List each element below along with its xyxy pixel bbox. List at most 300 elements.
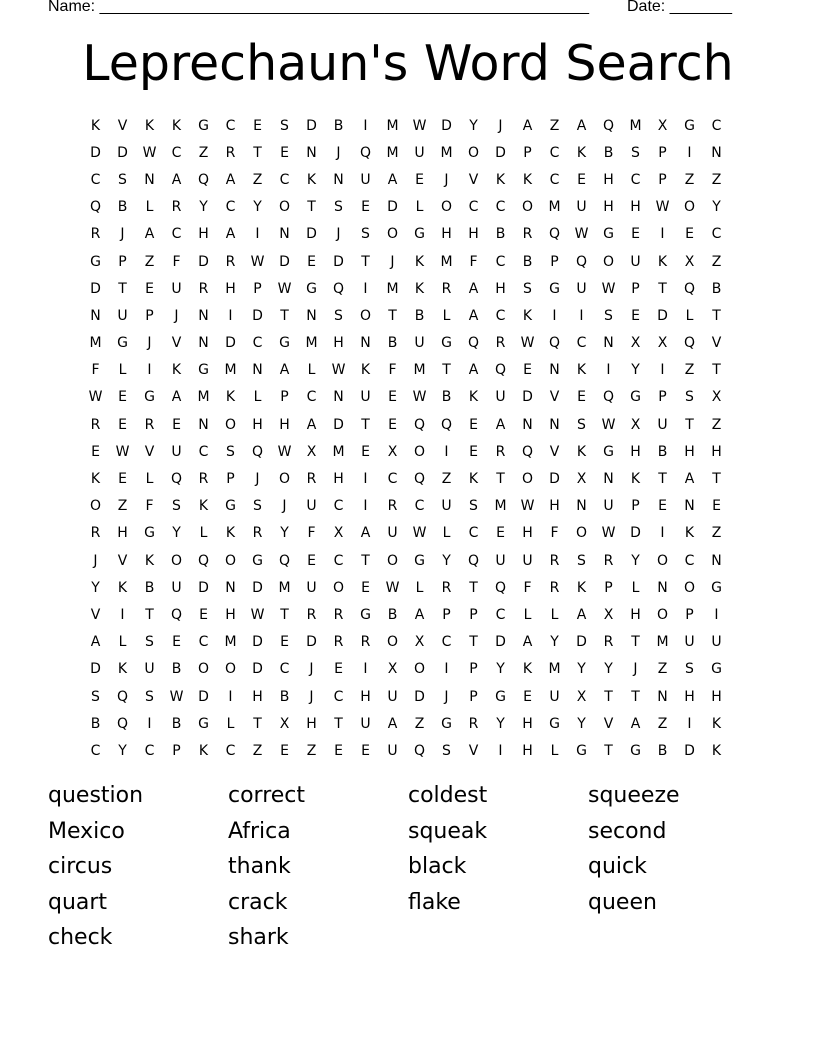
grid-cell: I xyxy=(363,471,368,488)
grid-cell: W xyxy=(115,443,130,460)
grid-cell: P xyxy=(523,144,532,161)
grid-cell: G xyxy=(198,362,209,379)
grid-cell: T xyxy=(712,471,721,488)
grid-cell: X xyxy=(387,661,398,678)
grid-cell: G xyxy=(684,117,695,134)
grid-cell: W xyxy=(88,389,103,406)
grid-cell: R xyxy=(549,552,560,569)
grid-cell: D xyxy=(198,688,209,705)
grid-cell: Q xyxy=(602,117,615,134)
grid-cell: T xyxy=(361,253,370,270)
grid-cell: D xyxy=(252,661,263,678)
grid-cell: U xyxy=(360,171,371,188)
word-list-item: Mexico xyxy=(48,818,125,844)
grid-cell: E xyxy=(631,307,640,324)
grid-cell: D xyxy=(279,253,290,270)
grid-cell: U xyxy=(576,199,587,216)
grid-cell: I xyxy=(255,226,260,243)
grid-cell: U xyxy=(387,688,398,705)
grid-cell: H xyxy=(360,688,371,705)
grid-cell: K xyxy=(468,471,479,488)
grid-cell: G xyxy=(144,389,155,406)
grid-cell: S xyxy=(685,389,694,406)
grid-cell: U xyxy=(360,715,371,732)
grid-cell: A xyxy=(630,715,641,732)
grid-cell: E xyxy=(253,117,262,134)
grid-cell: Q xyxy=(170,606,183,623)
grid-cell: O xyxy=(602,253,615,270)
grid-cell: M xyxy=(386,144,399,161)
grid-cell: H xyxy=(630,606,641,623)
grid-cell: B xyxy=(495,226,506,243)
grid-cell: J xyxy=(336,226,341,243)
grid-cell: U xyxy=(387,525,398,542)
grid-cell: D xyxy=(333,416,344,433)
grid-cell: R xyxy=(198,471,209,488)
grid-cell: Y xyxy=(199,199,208,216)
grid-cell: R xyxy=(603,634,614,651)
word-list-item: black xyxy=(408,854,467,880)
grid-cell: K xyxy=(522,171,533,188)
grid-cell: I xyxy=(606,362,611,379)
grid-cell: N xyxy=(306,144,317,161)
grid-cell: E xyxy=(712,498,721,515)
grid-cell: I xyxy=(579,307,584,324)
grid-cell: V xyxy=(549,389,560,406)
grid-cell: C xyxy=(279,171,290,188)
grid-cell: P xyxy=(469,688,478,705)
grid-cell: V xyxy=(603,715,614,732)
grid-cell: Q xyxy=(467,335,480,352)
grid-cell: L xyxy=(199,525,208,542)
grid-cell: J xyxy=(147,335,152,352)
grid-cell: E xyxy=(361,443,370,460)
grid-cell: D xyxy=(549,471,560,488)
grid-cell: D xyxy=(198,579,209,596)
grid-cell: O xyxy=(521,199,534,216)
grid-cell: D xyxy=(306,634,317,651)
word-list-item: second xyxy=(588,818,667,844)
grid-cell: I xyxy=(714,606,719,623)
grid-cell: U xyxy=(360,389,371,406)
grid-cell: R xyxy=(144,416,155,433)
grid-cell: T xyxy=(388,307,397,324)
grid-cell: H xyxy=(306,715,317,732)
grid-cell: M xyxy=(332,443,345,460)
grid-cell: N xyxy=(549,416,560,433)
grid-cell: K xyxy=(90,471,101,488)
grid-cell: E xyxy=(361,199,370,216)
grid-cell: E xyxy=(496,525,505,542)
grid-cell: E xyxy=(388,389,397,406)
word-list-item: question xyxy=(48,783,144,808)
grid-cell: S xyxy=(145,634,154,651)
word-list-item: Africa xyxy=(228,818,291,844)
grid-cell: N xyxy=(657,688,668,705)
grid-cell: V xyxy=(144,443,155,460)
grid-cell: H xyxy=(711,688,722,705)
grid-cell: A xyxy=(225,171,236,188)
grid-cell: O xyxy=(224,661,237,678)
grid-cell: T xyxy=(631,634,640,651)
grid-cell: Z xyxy=(441,471,452,488)
grid-cell: H xyxy=(495,280,506,297)
grid-cell: T xyxy=(280,606,289,623)
grid-cell: A xyxy=(171,171,182,188)
grid-cell: A xyxy=(360,525,371,542)
grid-cell: G xyxy=(279,335,290,352)
grid-cell: G xyxy=(90,253,101,270)
grid-cell: V xyxy=(549,443,560,460)
grid-cell: G xyxy=(603,226,614,243)
grid-cell: C xyxy=(468,525,479,542)
grid-cell: S xyxy=(253,498,262,515)
grid-cell: D xyxy=(333,253,344,270)
grid-cell: K xyxy=(576,144,587,161)
grid-cell: N xyxy=(198,416,209,433)
grid-cell: P xyxy=(631,498,640,515)
grid-cell: W xyxy=(601,280,616,297)
grid-cell: E xyxy=(577,171,586,188)
grid-cell: F xyxy=(550,525,559,542)
grid-cell: K xyxy=(711,715,722,732)
grid-cell: C xyxy=(630,171,641,188)
grid-cell: Z xyxy=(711,416,722,433)
date-field[interactable]: Date: _______ xyxy=(627,0,732,15)
grid-cell: C xyxy=(495,606,506,623)
grid-cell: U xyxy=(711,634,722,651)
grid-cell: H xyxy=(684,688,695,705)
grid-cell: K xyxy=(144,117,155,134)
grid-cell: Y xyxy=(604,661,613,678)
grid-cell: V xyxy=(117,117,128,134)
grid-cell: E xyxy=(280,144,289,161)
grid-cell: B xyxy=(657,443,668,460)
grid-cell: I xyxy=(228,307,233,324)
grid-cell: N xyxy=(198,335,209,352)
grid-cell: K xyxy=(657,253,668,270)
grid-cell: Z xyxy=(549,117,560,134)
grid-cell: G xyxy=(711,579,722,596)
grid-cell: V xyxy=(468,742,479,759)
grid-cell: P xyxy=(118,253,127,270)
grid-cell: T xyxy=(712,362,721,379)
grid-cell: N xyxy=(657,579,668,596)
grid-cell: O xyxy=(413,443,426,460)
grid-cell: T xyxy=(469,634,478,651)
grid-cell: E xyxy=(334,742,343,759)
grid-cell: R xyxy=(441,280,452,297)
grid-cell: K xyxy=(522,307,533,324)
grid-cell: Z xyxy=(711,525,722,542)
word-list-item: coldest xyxy=(408,783,488,808)
grid-cell: E xyxy=(118,471,127,488)
grid-cell: K xyxy=(117,661,128,678)
grid-cell: Q xyxy=(89,199,102,216)
grid-cell: N xyxy=(603,335,614,352)
grid-cell: T xyxy=(361,552,370,569)
grid-cell: I xyxy=(687,144,692,161)
grid-cell: E xyxy=(577,389,586,406)
grid-cell: E xyxy=(118,416,127,433)
grid-cell: X xyxy=(576,471,587,488)
grid-cell: X xyxy=(603,606,614,623)
grid-cell: S xyxy=(685,661,694,678)
grid-cell: L xyxy=(118,362,127,379)
grid-cell: Q xyxy=(413,742,426,759)
grid-cell: L xyxy=(550,606,559,623)
grid-cell: S xyxy=(334,199,343,216)
word-list-item: flake xyxy=(408,889,461,915)
grid-cell: Z xyxy=(306,742,317,759)
grid-cell: C xyxy=(549,144,560,161)
grid-cell: W xyxy=(250,253,265,270)
grid-cell: S xyxy=(334,307,343,324)
grid-cell: R xyxy=(333,606,344,623)
grid-cell: S xyxy=(361,226,370,243)
grid-cell: N xyxy=(711,144,722,161)
grid-cell: N xyxy=(711,552,722,569)
grid-cell: F xyxy=(388,362,397,379)
grid-cell: N xyxy=(522,416,533,433)
grid-cell: M xyxy=(629,117,642,134)
grid-cell: C xyxy=(225,117,236,134)
grid-cell: R xyxy=(252,525,263,542)
grid-cell: I xyxy=(120,606,125,623)
grid-cell: B xyxy=(117,199,128,216)
grid-cell: Q xyxy=(494,362,507,379)
grid-cell: M xyxy=(413,362,426,379)
grid-cell: E xyxy=(334,661,343,678)
grid-cell: R xyxy=(198,280,209,297)
grid-cell: Y xyxy=(577,715,586,732)
grid-cell: P xyxy=(226,471,235,488)
grid-cell: R xyxy=(306,471,317,488)
grid-cell: O xyxy=(197,661,210,678)
grid-cell: I xyxy=(444,443,449,460)
grid-cell: A xyxy=(387,715,398,732)
grid-cell: C xyxy=(171,144,182,161)
grid-cell: Q xyxy=(278,552,291,569)
grid-cell: N xyxy=(360,335,371,352)
grid-cell: P xyxy=(685,606,694,623)
grid-cell: O xyxy=(224,416,237,433)
grid-cell: T xyxy=(658,280,667,297)
grid-cell: A xyxy=(414,606,425,623)
grid-cell: K xyxy=(360,362,371,379)
grid-cell: Z xyxy=(252,171,263,188)
name-field[interactable]: Name: _______________________________________________________ xyxy=(48,0,589,15)
grid-cell: R xyxy=(468,715,479,732)
grid-cell: W xyxy=(142,144,157,161)
grid-cell: W xyxy=(385,579,400,596)
grid-cell: C xyxy=(333,498,344,515)
grid-cell: D xyxy=(117,144,128,161)
grid-cell: Z xyxy=(198,144,209,161)
grid-cell: W xyxy=(412,525,427,542)
grid-cell: G xyxy=(198,117,209,134)
grid-cell: A xyxy=(90,634,101,651)
grid-cell: O xyxy=(521,471,534,488)
grid-cell: M xyxy=(224,362,237,379)
grid-cell: P xyxy=(604,579,613,596)
grid-cell: E xyxy=(172,416,181,433)
grid-cell: T xyxy=(712,307,721,324)
grid-cell: N xyxy=(549,362,560,379)
grid-cell: G xyxy=(414,552,425,569)
grid-cell: E xyxy=(658,498,667,515)
grid-cell: T xyxy=(658,471,667,488)
grid-cell: I xyxy=(660,525,665,542)
grid-cell: T xyxy=(604,742,613,759)
grid-cell: O xyxy=(278,471,291,488)
grid-cell: I xyxy=(147,362,152,379)
grid-cell: P xyxy=(658,171,667,188)
grid-cell: K xyxy=(306,171,317,188)
grid-cell: E xyxy=(199,606,208,623)
grid-cell: J xyxy=(174,307,179,324)
grid-cell: I xyxy=(363,498,368,515)
grid-cell: E xyxy=(361,742,370,759)
grid-cell: I xyxy=(660,362,665,379)
grid-cell: F xyxy=(469,253,478,270)
grid-cell: R xyxy=(603,552,614,569)
grid-cell: B xyxy=(90,715,101,732)
grid-cell: Y xyxy=(469,117,478,134)
grid-cell: I xyxy=(363,117,368,134)
grid-cell: G xyxy=(360,606,371,623)
grid-cell: E xyxy=(469,443,478,460)
grid-cell: Z xyxy=(657,661,668,678)
grid-cell: R xyxy=(495,443,506,460)
grid-cell: G xyxy=(576,742,587,759)
grid-cell: R xyxy=(495,335,506,352)
grid-cell: S xyxy=(280,117,289,134)
grid-cell: L xyxy=(685,307,694,324)
grid-cell: J xyxy=(390,253,395,270)
grid-cell: L xyxy=(307,362,316,379)
grid-cell: D xyxy=(576,634,587,651)
grid-cell: K xyxy=(198,498,209,515)
grid-cell: A xyxy=(171,389,182,406)
grid-cell: C xyxy=(279,661,290,678)
grid-cell: B xyxy=(414,307,425,324)
grid-cell: Y xyxy=(172,525,181,542)
grid-cell: U xyxy=(171,443,182,460)
grid-cell: Q xyxy=(116,688,129,705)
grid-cell: K xyxy=(576,579,587,596)
grid-cell: P xyxy=(550,253,559,270)
grid-cell: M xyxy=(656,634,669,651)
grid-cell: K xyxy=(171,362,182,379)
grid-cell: H xyxy=(279,416,290,433)
grid-cell: N xyxy=(306,307,317,324)
grid-cell: V xyxy=(171,335,182,352)
grid-cell: S xyxy=(631,144,640,161)
grid-cell: O xyxy=(386,552,399,569)
grid-cell: T xyxy=(307,199,316,216)
grid-cell: P xyxy=(280,389,289,406)
grid-cell: T xyxy=(118,280,127,297)
grid-cell: R xyxy=(441,579,452,596)
grid-cell: O xyxy=(332,579,345,596)
grid-cell: W xyxy=(412,389,427,406)
grid-cell: I xyxy=(363,661,368,678)
grid-cell: C xyxy=(414,498,425,515)
grid-cell: M xyxy=(89,335,102,352)
grid-cell: M xyxy=(548,199,561,216)
grid-cell: E xyxy=(523,362,532,379)
grid-cell: Y xyxy=(631,552,640,569)
grid-cell: Q xyxy=(548,226,561,243)
grid-cell: S xyxy=(577,552,586,569)
grid-cell: J xyxy=(336,144,341,161)
word-list-item: quart xyxy=(48,889,108,915)
grid-cell: K xyxy=(522,661,533,678)
grid-cell: M xyxy=(386,280,399,297)
grid-cell: H xyxy=(252,688,263,705)
grid-cell: D xyxy=(630,525,641,542)
grid-cell: U xyxy=(495,552,506,569)
grid-cell: Z xyxy=(711,171,722,188)
grid-cell: C xyxy=(576,335,587,352)
grid-cell: W xyxy=(520,335,535,352)
grid-cell: A xyxy=(387,171,398,188)
grid-cell: J xyxy=(444,688,449,705)
grid-cell: E xyxy=(307,552,316,569)
grid-cell: U xyxy=(306,579,317,596)
grid-cell: H xyxy=(225,606,236,623)
grid-cell: Z xyxy=(684,171,695,188)
grid-cell: Q xyxy=(413,471,426,488)
grid-cell: L xyxy=(226,715,235,732)
grid-cell: K xyxy=(225,389,236,406)
grid-cell: O xyxy=(386,634,399,651)
grid-cell: C xyxy=(90,171,101,188)
grid-cell: T xyxy=(685,416,694,433)
grid-cell: W xyxy=(277,443,292,460)
grid-cell: Y xyxy=(442,552,451,569)
grid-cell: H xyxy=(711,443,722,460)
grid-cell: D xyxy=(657,307,668,324)
grid-cell: G xyxy=(414,226,425,243)
grid-cell: F xyxy=(307,525,316,542)
grid-cell: R xyxy=(333,634,344,651)
grid-cell: C xyxy=(225,742,236,759)
word-list-item: crack xyxy=(228,889,288,915)
grid-cell: L xyxy=(415,199,424,216)
grid-cell: L xyxy=(442,525,451,542)
grid-cell: I xyxy=(498,742,503,759)
grid-cell: K xyxy=(171,117,182,134)
grid-cell: U xyxy=(576,280,587,297)
grid-cell: B xyxy=(279,688,290,705)
grid-cell: Q xyxy=(521,443,534,460)
word-list-item: squeak xyxy=(408,818,488,844)
grid-cell: X xyxy=(657,117,668,134)
grid-cell: Q xyxy=(359,144,372,161)
grid-cell: Z xyxy=(414,715,425,732)
grid-cell: R xyxy=(522,226,533,243)
word-list-item: circus xyxy=(48,854,113,880)
grid-cell: W xyxy=(655,199,670,216)
grid-cell: U xyxy=(630,253,641,270)
grid-cell: A xyxy=(468,362,479,379)
grid-cell: Q xyxy=(467,552,480,569)
grid-cell: R xyxy=(387,498,398,515)
grid-cell: A xyxy=(522,117,533,134)
grid-cell: O xyxy=(170,552,183,569)
